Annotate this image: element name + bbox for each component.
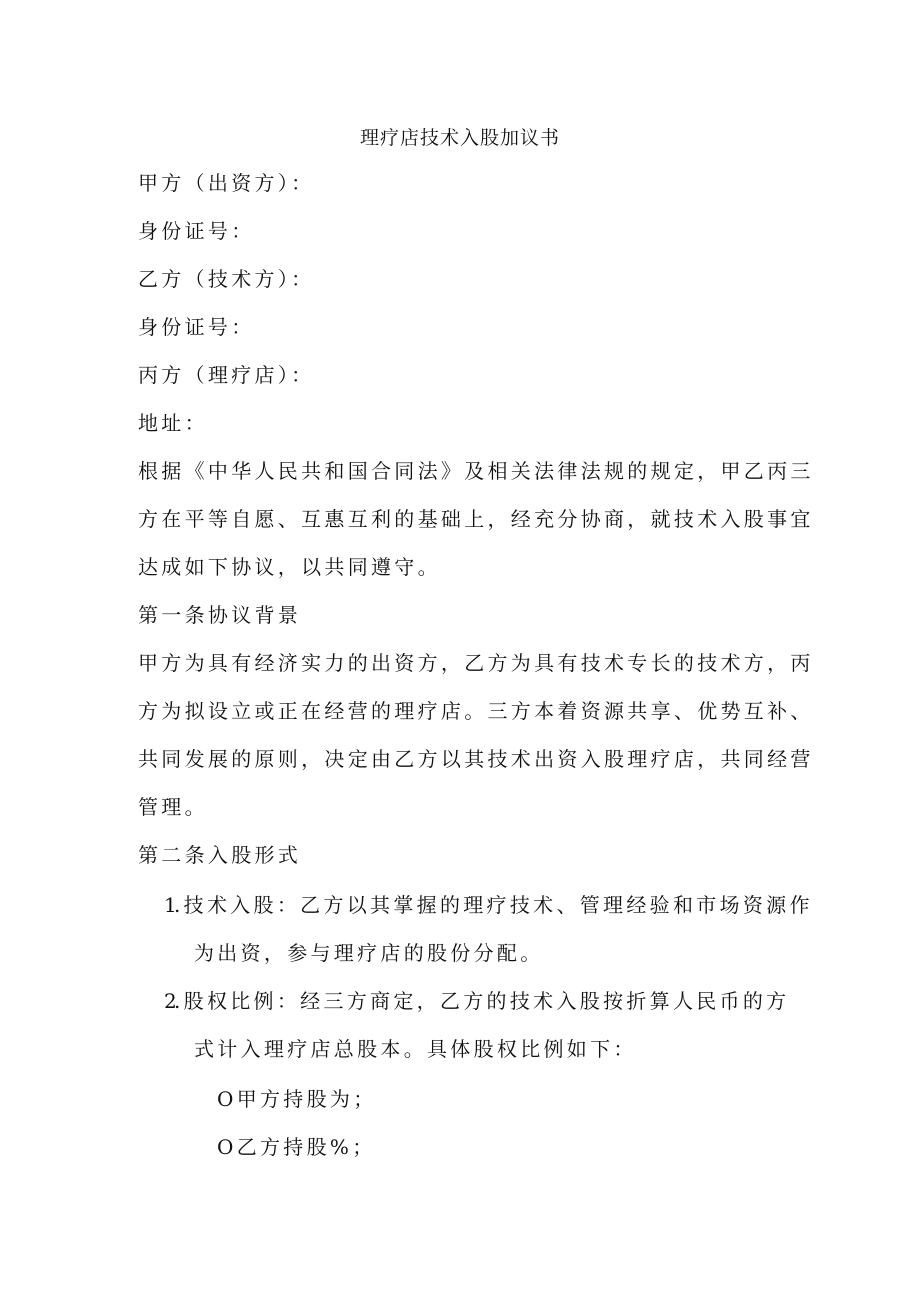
article1-line: 管理。 [138, 795, 208, 819]
sub-item: O甲方持股为； [217, 1087, 377, 1111]
preamble-line: 达成如下协议，以共同遵守。 [138, 555, 441, 579]
item-line: .技术入股：乙方以其掌握的理疗技术、管理经验和市场资源作 [174, 893, 813, 917]
sub-item: O乙方持股%； [217, 1135, 376, 1159]
id-number-a-label: 身份证号： [138, 219, 255, 243]
item-line: 为出资，参与理疗店的股份分配。 [194, 941, 544, 965]
item-number: 2 [164, 989, 177, 1013]
preamble-line: 根据《中华人民共和国合同法》及相关法律法规的规定，甲乙丙三 [138, 459, 814, 483]
address-label: 地址： [138, 411, 208, 435]
id-number-b-label: 身份证号： [138, 315, 255, 339]
article1-heading: 第一条协议背景 [138, 603, 302, 627]
document-title: 理疗店技术入股加议书 [359, 127, 560, 149]
article1-line: 方为拟设立或正在经营的理疗店。三方本着资源共享、优势互补、 [138, 699, 814, 723]
article1-line: 甲方为具有经济实力的出资方，乙方为具有技术专长的技术方，丙 [138, 651, 814, 675]
party-b-label: 乙方（技术方）： [138, 267, 315, 291]
article1-line: 共同发展的原则，决定由乙方以其技术出资入股理疗店，共同经营 [138, 747, 814, 771]
party-c-label: 丙方（理疗店）： [138, 363, 315, 387]
article2-heading: 第二条入股形式 [138, 843, 302, 867]
party-a-label: 甲方（出资方）： [138, 171, 315, 195]
item-line: 式计入理疗店总股本。具体股权比例如下： [194, 1037, 637, 1061]
preamble-line: 方在平等自愿、互惠互利的基础上，经充分协商，就技术入股事宜 [138, 507, 814, 531]
item-line: .股权比例：经三方商定，乙方的技术入股按折算人民币的方 [174, 989, 790, 1013]
item-number: 1 [164, 893, 177, 917]
